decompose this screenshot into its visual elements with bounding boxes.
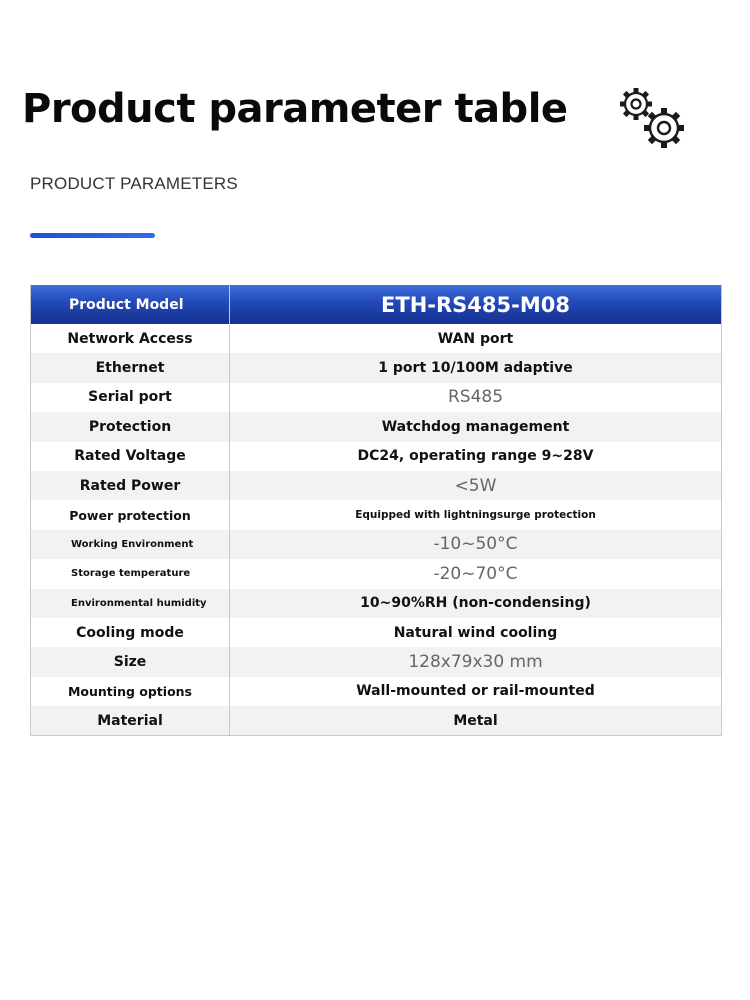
row-label: Network Access (31, 324, 230, 353)
row-value: Natural wind cooling (393, 624, 558, 641)
table-row (31, 353, 722, 382)
row-value: -10~50°C (230, 530, 722, 559)
row-value: Watchdog management (230, 412, 722, 441)
table-row (31, 618, 722, 647)
row-label: Working Environment (31, 530, 230, 559)
row-label: Power protection (31, 500, 230, 529)
table-row (31, 706, 722, 736)
gears-icon (614, 82, 694, 158)
row-value: Wall-mounted or rail-mounted (356, 683, 595, 700)
parameter-table (30, 285, 722, 736)
row-label: Ethernet (31, 353, 230, 382)
row-label: Environmental humidity (31, 589, 230, 618)
row-value: RS485 (447, 387, 504, 408)
table-row (31, 324, 722, 353)
row-label: Storage temperature (31, 559, 230, 588)
row-value: -20~70°C (433, 563, 518, 584)
table-row (31, 677, 722, 706)
table-row (31, 471, 722, 500)
table-row (31, 647, 722, 676)
row-value: DC24, operating range 9~28V (357, 448, 594, 465)
accent-bar (30, 233, 155, 238)
row-label: Rated Voltage (31, 442, 230, 471)
table-row (31, 530, 722, 559)
table-row (31, 412, 722, 441)
table-row (31, 589, 722, 618)
row-value: Metal (230, 706, 722, 736)
row-value: Equipped with lightningsurge protection (355, 509, 596, 522)
section-subtitle: PRODUCT PARAMETERS (30, 174, 238, 193)
row-label: Size (31, 647, 230, 676)
table-row (31, 442, 722, 471)
row-value: 1 port 10/100M adaptive (230, 353, 722, 382)
model-value: ETH-RS485-M08 (230, 285, 722, 324)
row-value: <5W (230, 471, 722, 500)
row-label: Rated Power (31, 471, 230, 500)
table-row (31, 559, 722, 588)
page-title: Product parameter table (22, 86, 568, 132)
row-label: Protection (31, 412, 230, 441)
row-label: Material (31, 706, 230, 736)
row-value: WAN port (437, 330, 514, 347)
row-label: Cooling mode (31, 618, 230, 647)
table-row (31, 383, 722, 412)
row-label: Mounting options (31, 677, 230, 706)
table-header-row (31, 285, 722, 324)
row-value: 10~90%RH (non-condensing) (230, 589, 722, 618)
table-row (31, 500, 722, 529)
model-label: Product Model (31, 285, 230, 324)
row-value: 128x79x30 mm (230, 647, 722, 676)
row-label: Serial port (31, 383, 230, 412)
